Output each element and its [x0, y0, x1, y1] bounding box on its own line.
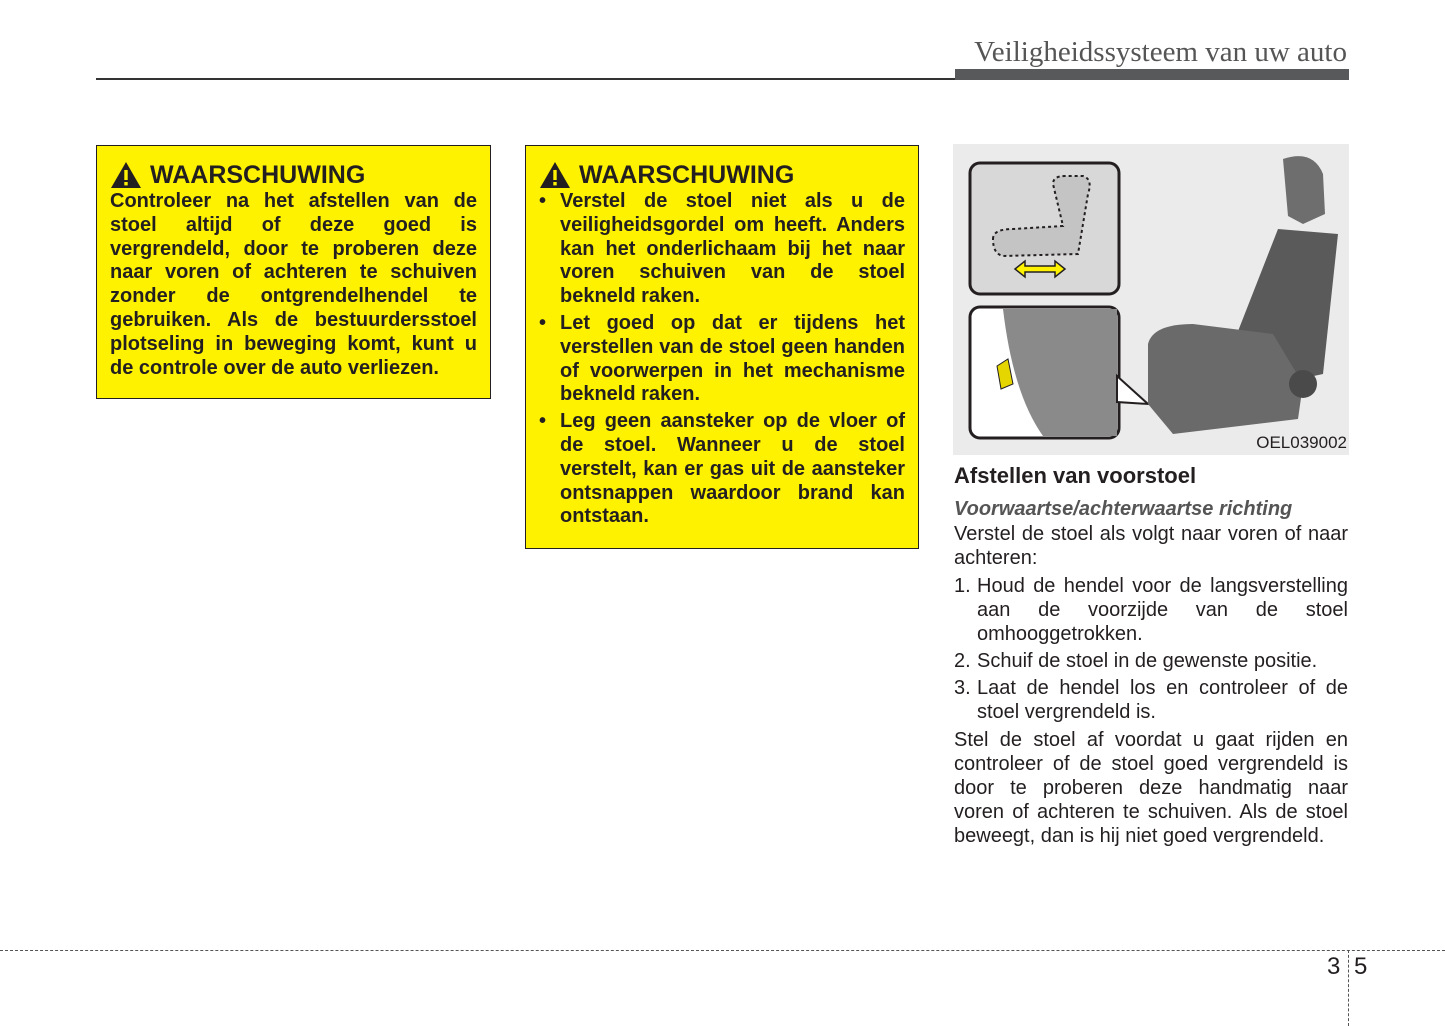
warning-item: • Let goed op dat er tijdens het verstellen van de stoel geen handen of voorwerpen in het mechanisme bekneld raken. — [539, 312, 905, 407]
outro-text: Stel de stoel af voordat u gaat rijden en controleer of de stoel goed vergrendeld is door te proberen deze handmatig naar voren of achteren te schuiven. Als de stoel beweegt, dan is hij niet goed vergrendeld. — [954, 729, 1348, 847]
step-item — [954, 649, 1348, 673]
figure-code: OEL039002 — [1256, 433, 1347, 452]
step-text: Houd de hendel voor de langsverstelling aan de voorzijde van de stoel omhooggetrokken. — [977, 575, 1348, 645]
warning-title: WAARSCHUWING — [579, 161, 795, 189]
footer-rule — [0, 950, 1445, 951]
section-subtitle: Voorwaartse/achterwaartse richting — [954, 498, 1293, 520]
seat-illustration — [953, 144, 1349, 455]
chapter-number: 3 — [1327, 953, 1341, 980]
step-text: Laat de hendel los en controleer of de stoel vergrendeld is. — [977, 677, 1348, 723]
header-bar — [955, 69, 1349, 80]
page-number: 5 — [1354, 953, 1368, 980]
warning-box-2 — [525, 145, 919, 549]
section-title: Afstellen van voorstoel — [954, 463, 1197, 488]
warning-item: • Leg geen aansteker op de vloer of de stoel. Wanneer u de stoel verstelt, kan er gas uit de aansteker ontsnappen waardoor brand kan ontstaan. — [539, 410, 905, 529]
step-number: 1. — [954, 575, 971, 597]
warning-item: • Verstel de stoel niet als u de veiligheidsgordel om heeft. Anders kan het onderlichaam bij het naar voren schuiven van de stoel bekneld raken. — [539, 190, 905, 309]
warning-triangle-icon — [110, 161, 142, 189]
seat-adjust-section — [954, 462, 1348, 852]
step-number: 3. — [954, 677, 971, 699]
step-text: Schuif de stoel in de gewenste positie. — [977, 650, 1318, 672]
step-item — [954, 574, 1348, 646]
seat-drawing — [953, 144, 1349, 455]
header-rule — [96, 78, 956, 80]
warning-text: Controleer na het afstellen van de stoel altijd of deze goed is vergrendeld, door te proberen deze naar voren of achteren te schuiven zonder de ontgrendelhendel te gebruiken. Als de bestuurdersstoel plotseling in beweging komt, kunt u de controle over de auto verliezen. — [110, 190, 477, 379]
chapter-title: Veiligheidssysteem van uw auto — [974, 36, 1347, 68]
steps-list — [954, 574, 1348, 724]
footer-divider — [1348, 950, 1349, 1026]
step-item — [954, 676, 1348, 724]
warning-triangle-icon — [539, 161, 571, 189]
warning-box-1 — [96, 145, 491, 399]
step-number: 2. — [954, 650, 971, 672]
intro-text: Verstel de stoel als volgt naar voren of naar achteren: — [954, 523, 1348, 569]
warning-title: WAARSCHUWING — [150, 161, 366, 189]
